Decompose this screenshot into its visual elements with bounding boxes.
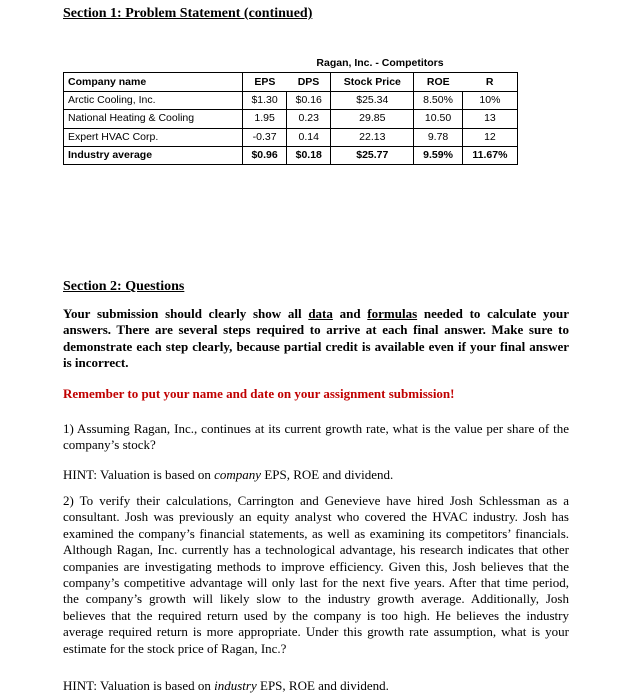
question-1: 1) Assuming Ragan, Inc., continues at its current growth rate, what is the value per share of the company’s stock? [63,421,569,453]
eps-cell: $0.96 [243,146,287,164]
company-name-cell: Industry average [64,146,243,164]
stock-price-cell: 29.85 [331,110,414,128]
hint-text: HINT: Valuation is based on [63,678,215,693]
header-stock-price: Stock Price [331,73,414,91]
dps-cell: $0.18 [287,146,331,164]
table-row [64,91,518,109]
dps-cell: 0.23 [287,110,331,128]
hint-text: EPS, ROE and dividend. [261,467,394,482]
table-row [64,146,518,164]
instructions-text: Your submission should clearly show all [63,306,309,321]
dps-cell: 0.14 [287,128,331,146]
hint-emphasis: industry [214,678,257,693]
table-caption: Ragan, Inc. - Competitors [316,57,444,70]
hint-emphasis: company [214,467,262,482]
r-cell: 11.67% [462,146,517,164]
eps-cell: 1.95 [243,110,287,128]
submission-reminder: Remember to put your name and date on your assignment submission! [63,386,455,401]
header-roe: ROE [414,73,463,91]
hint-2 [63,678,569,694]
question-2: 2) To verify their calculations, Carrington and Genevieve have hired Josh Schlessman as a consultant. Josh was previously an equity analyst who covered the HVAC industry. Josh has examined the company’s financial statements, as well as examining its competitors’ financials. Although Ragan, Inc. currently has a technological advantage, his research indicates that other companies are investigating methods to improve efficiency. Given this, Josh believes that the company’s competitive advantage will only last for the next five years. After that time period, the company’s growth will likely slow to the industry growth average. Additionally, Josh believes that the required return used by the company is too high. He believes the industry average required return is more appropriate. Under this growth rate assumption, what is your estimate for the stock price of Ragan, Inc.? [63,493,569,656]
stock-price-cell: $25.34 [331,91,414,109]
stock-price-cell: 22.13 [331,128,414,146]
table-row [64,110,518,128]
instructions-formulas-word: formulas [367,306,418,321]
r-cell: 10% [462,91,517,109]
header-r: R [462,73,517,91]
competitors-table [63,55,518,165]
roe-cell: 9.59% [414,146,463,164]
submission-instructions [63,306,569,372]
instructions-text: needed to calculate your answers. There are several steps required to arrive at each final answer. Make sure to demonstrate each step clearly, because partial credit is available even if your final answer is incorrect. [63,306,569,371]
r-cell: 12 [462,128,517,146]
header-company-name: Company name [64,73,243,91]
eps-cell: -0.37 [243,128,287,146]
r-cell: 13 [462,110,517,128]
roe-cell: 10.50 [414,110,463,128]
instructions-text: and [332,306,368,321]
header-eps: EPS [243,73,287,91]
eps-cell: $1.30 [243,91,287,109]
company-name-cell: Arctic Cooling, Inc. [64,91,243,109]
company-name-cell: Expert HVAC Corp. [64,128,243,146]
table-row [64,128,518,146]
company-name-cell: National Heating & Cooling [64,110,243,128]
roe-cell: 9.78 [414,128,463,146]
section-2-title: Section 2: Questions [63,279,185,294]
section-1-title: Section 1: Problem Statement (continued) [63,6,313,21]
hint-text: HINT: Valuation is based on [63,467,215,482]
header-dps: DPS [287,73,331,91]
hint-text: EPS, ROE and dividend. [256,678,389,693]
roe-cell: 8.50% [414,91,463,109]
dps-cell: $0.16 [287,91,331,109]
instructions-data-word: data [308,306,333,321]
stock-price-cell: $25.77 [331,146,414,164]
hint-1 [63,467,569,483]
